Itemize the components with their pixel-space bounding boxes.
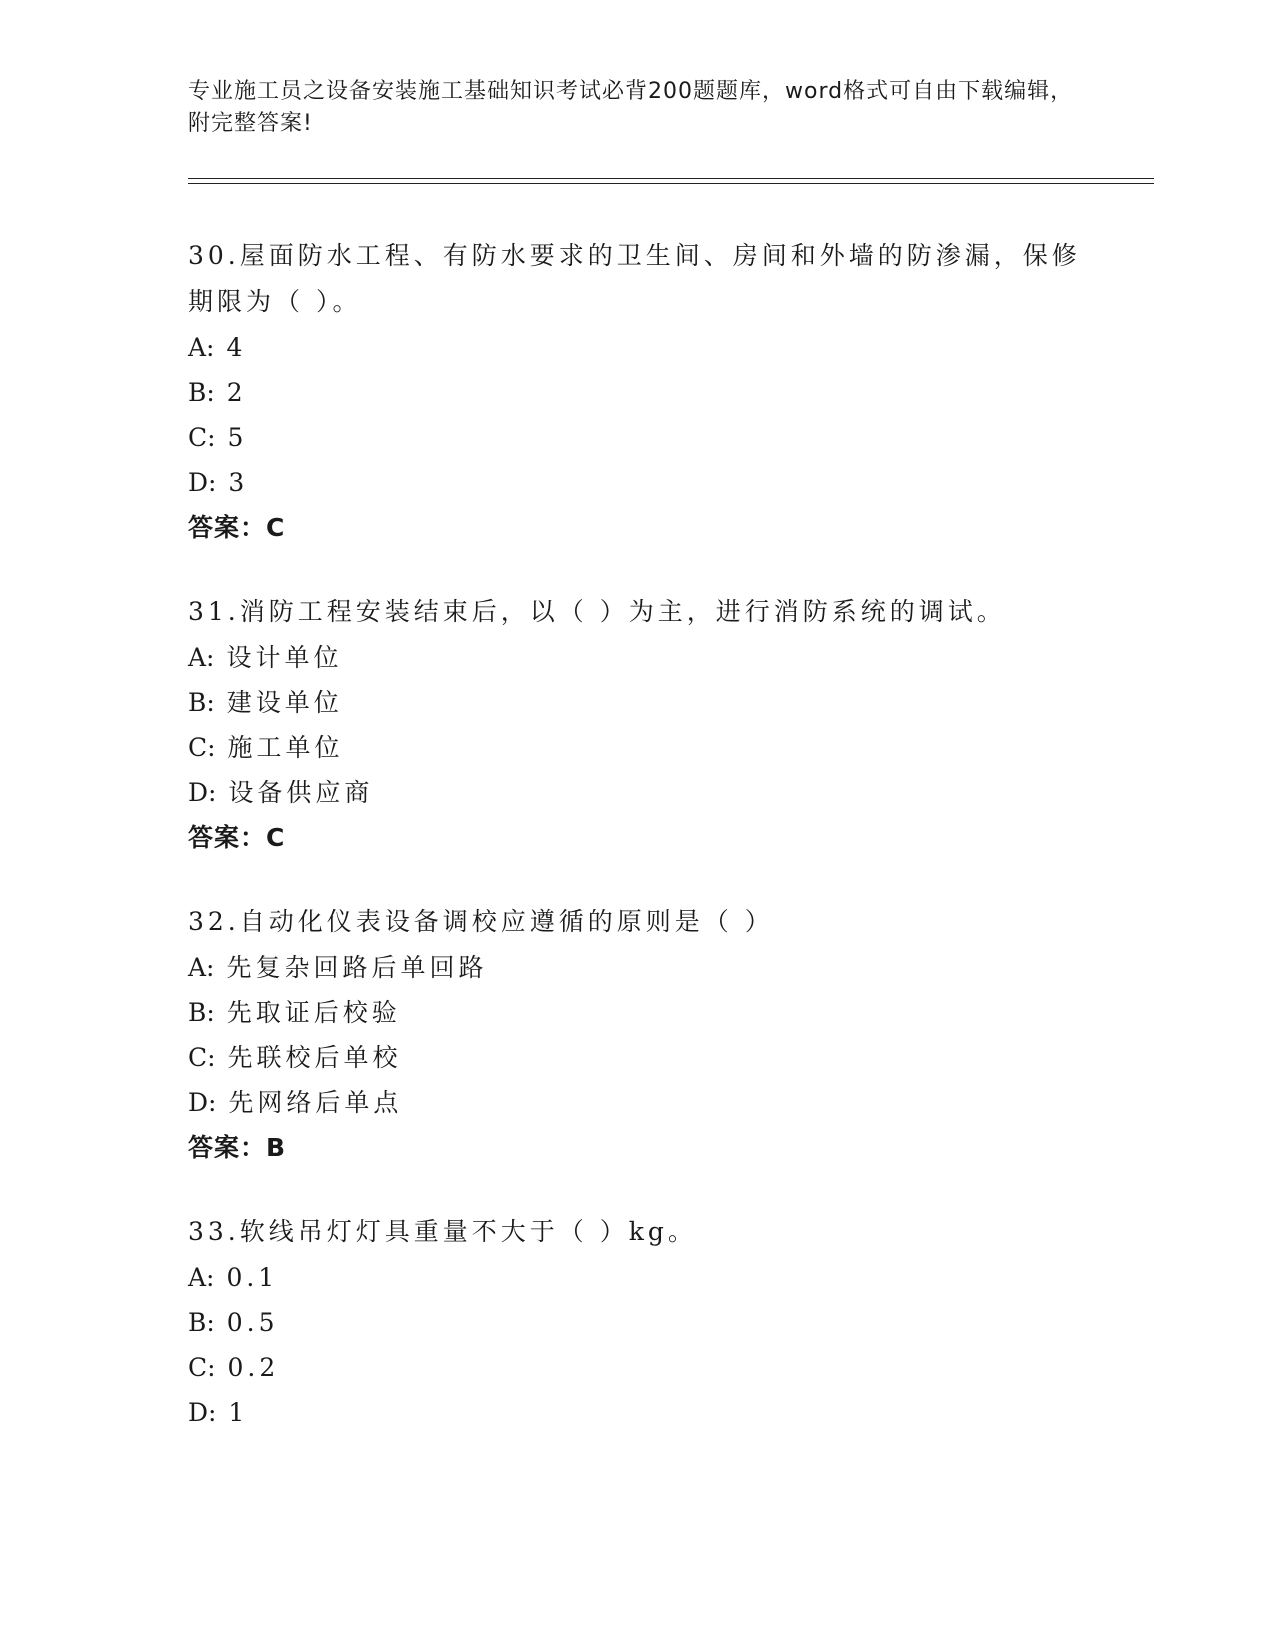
question-stem: 32.自动化仪表设备调校应遵循的原则是（ ） bbox=[188, 907, 774, 936]
option-d bbox=[188, 1390, 1088, 1435]
option-d bbox=[188, 1080, 1088, 1125]
header-divider-bottom bbox=[188, 183, 1154, 184]
option-c bbox=[188, 415, 1088, 460]
option-text: 先联校后单校 bbox=[227, 1043, 402, 1072]
option-text: 4 bbox=[226, 333, 247, 362]
option-text: 5 bbox=[227, 423, 248, 452]
option-a bbox=[188, 1255, 1088, 1300]
option-b bbox=[188, 1300, 1088, 1345]
question-30 bbox=[188, 233, 1088, 551]
answer-line: 答案：C bbox=[188, 823, 286, 852]
question-stem: 33.软线吊灯灯具重量不大于（ ）kg。 bbox=[188, 1217, 697, 1246]
option-letter: C: bbox=[188, 423, 216, 452]
option-b bbox=[188, 370, 1088, 415]
option-letter: A: bbox=[188, 643, 215, 672]
option-text: 0.5 bbox=[226, 1308, 279, 1337]
option-text: 设计单位 bbox=[226, 643, 343, 672]
option-text: 先复杂回路后单回路 bbox=[226, 953, 488, 982]
option-text: 建设单位 bbox=[226, 688, 343, 717]
option-c bbox=[188, 725, 1088, 770]
option-text: 先取证后校验 bbox=[226, 998, 401, 1027]
option-letter: C: bbox=[188, 733, 216, 762]
option-letter: C: bbox=[188, 1353, 216, 1382]
option-letter: A: bbox=[188, 1263, 215, 1292]
header-divider-top bbox=[188, 178, 1154, 179]
option-letter: A: bbox=[188, 333, 215, 362]
question-stem: 30.屋面防水工程、有防水要求的卫生间、房间和外墙的防渗漏，保修期限为（ ）。 bbox=[188, 241, 1081, 316]
option-a bbox=[188, 635, 1088, 680]
option-letter: B: bbox=[188, 688, 215, 717]
option-letter: B: bbox=[188, 1308, 215, 1337]
answer-line: 答案：B bbox=[188, 1133, 287, 1162]
option-d bbox=[188, 770, 1088, 815]
option-c bbox=[188, 1345, 1088, 1390]
option-letter: C: bbox=[188, 1043, 216, 1072]
option-letter: D: bbox=[188, 1398, 217, 1427]
option-text: 3 bbox=[228, 468, 249, 497]
option-c bbox=[188, 1035, 1088, 1080]
question-32 bbox=[188, 899, 1088, 1171]
option-a bbox=[188, 945, 1088, 990]
option-letter: A: bbox=[188, 953, 215, 982]
option-b bbox=[188, 680, 1088, 725]
question-31 bbox=[188, 589, 1088, 861]
option-letter: D: bbox=[188, 468, 217, 497]
option-text: 先网络后单点 bbox=[228, 1088, 403, 1117]
option-text: 0.1 bbox=[226, 1263, 279, 1292]
option-text: 0.2 bbox=[227, 1353, 280, 1382]
question-33 bbox=[188, 1209, 1088, 1435]
question-list bbox=[188, 233, 1088, 1473]
option-b bbox=[188, 990, 1088, 1035]
option-letter: D: bbox=[188, 1088, 217, 1117]
option-a bbox=[188, 325, 1088, 370]
option-d bbox=[188, 460, 1088, 505]
answer-line: 答案：C bbox=[188, 513, 286, 542]
document-header-title: 专业施工员之设备安装施工基础知识考试必背200题题库，word格式可自由下载编辑，附完整答案! bbox=[188, 79, 1074, 136]
option-letter: B: bbox=[188, 378, 215, 407]
option-text: 设备供应商 bbox=[228, 778, 374, 807]
option-text: 2 bbox=[226, 378, 247, 407]
option-text: 1 bbox=[228, 1398, 249, 1427]
option-letter: D: bbox=[188, 778, 217, 807]
option-text: 施工单位 bbox=[227, 733, 344, 762]
question-stem: 31.消防工程安装结束后，以（ ）为主，进行消防系统的调试。 bbox=[188, 597, 1006, 626]
option-letter: B: bbox=[188, 998, 215, 1027]
